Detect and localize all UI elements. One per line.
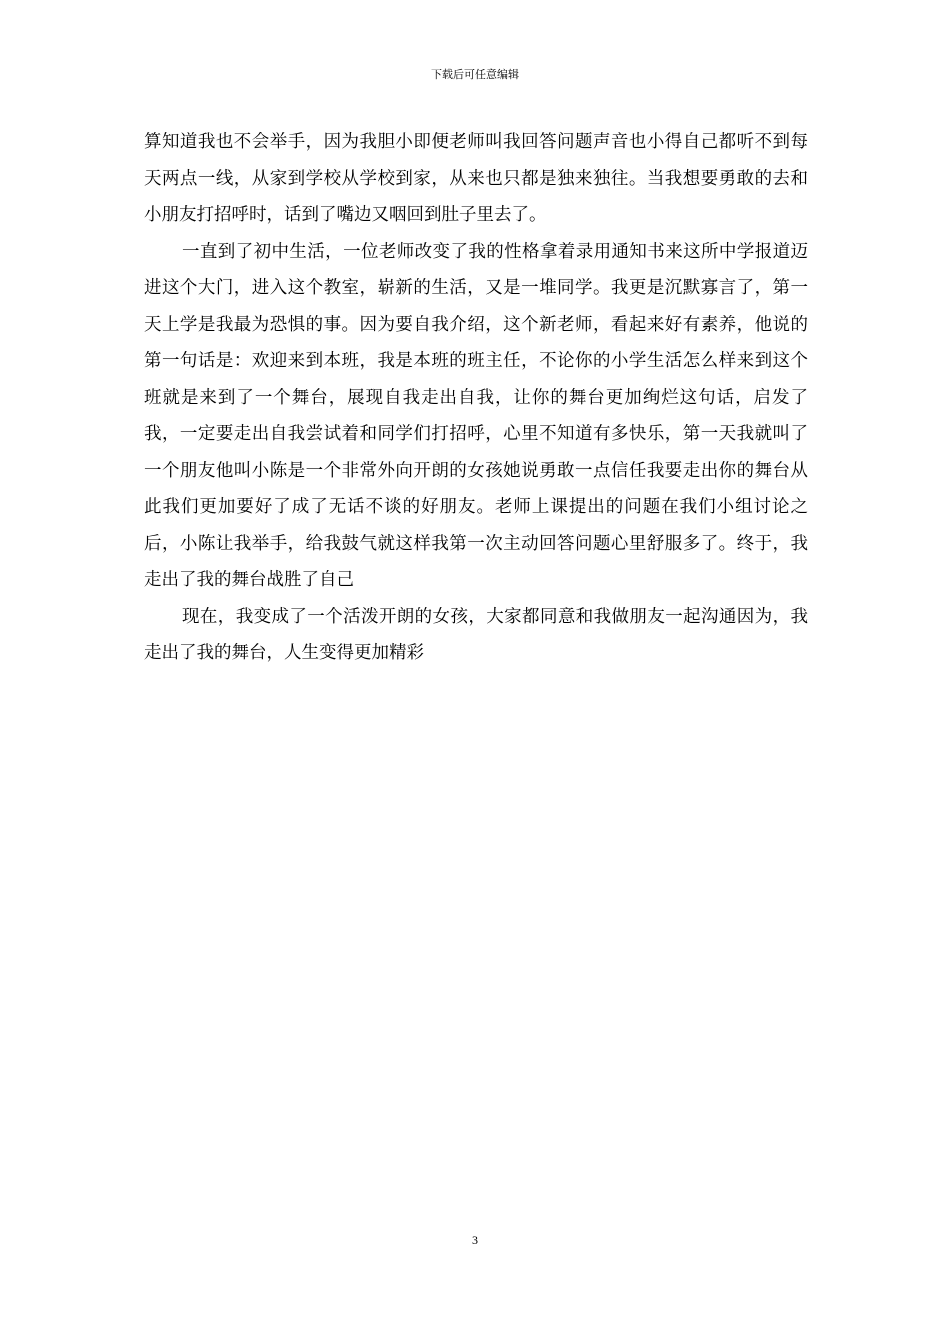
page-number: 3 <box>472 1233 478 1247</box>
page-header: 下载后可任意编辑 <box>431 68 519 81</box>
paragraph-conclusion: 现在，我变成了一个活泼开朗的女孩，大家都同意和我做朋友一起沟通因为，我走出了我的舞台，人生变得更加精彩 <box>144 606 808 663</box>
paragraph-middle-school: 一直到了初中生活，一位老师改变了我的性格拿着录用通知书来这所中学报道迈进这个大门，进入这个教室，崭新的生活，又是一堆同学。我更是沉默寡言了，第一天上学是我最为恐惧的事。因为要自我介绍，这个新老师，看起来好有素养，他说的第一句话是：欢迎来到本班，我是本班的班主任，不论你的小学生活怎么样来到这个班就是来到了一个舞台，展现自我走出自我，让你的舞台更加绚烂这句话，启发了我，一定要走出自我尝试着和同学们打招呼，心里不知道有多快乐，第一天我就叫了一个朋友他叫小陈是一个非常外向开朗的女孩她说勇敢一点信任我要走出你的舞台从此我们更加要好了成了无话不谈的好朋友。老师上课提出的问题在我们小组讨论之后，小陈让我举手，给我鼓气就这样我第一次主动回答问题心里舒服多了。终于，我走出了我的舞台战胜了自己 <box>144 241 808 590</box>
paragraph-continuation: 算知道我也不会举手，因为我胆小即便老师叫我回答问题声音也小得自己都听不到每天两点一线，从家到学校从学校到家，从来也只都是独来独往。当我想要勇敢的去和小朋友打招呼时，话到了嘴边又咽回到肚子里去了。 <box>144 132 808 225</box>
document-body <box>144 124 808 672</box>
